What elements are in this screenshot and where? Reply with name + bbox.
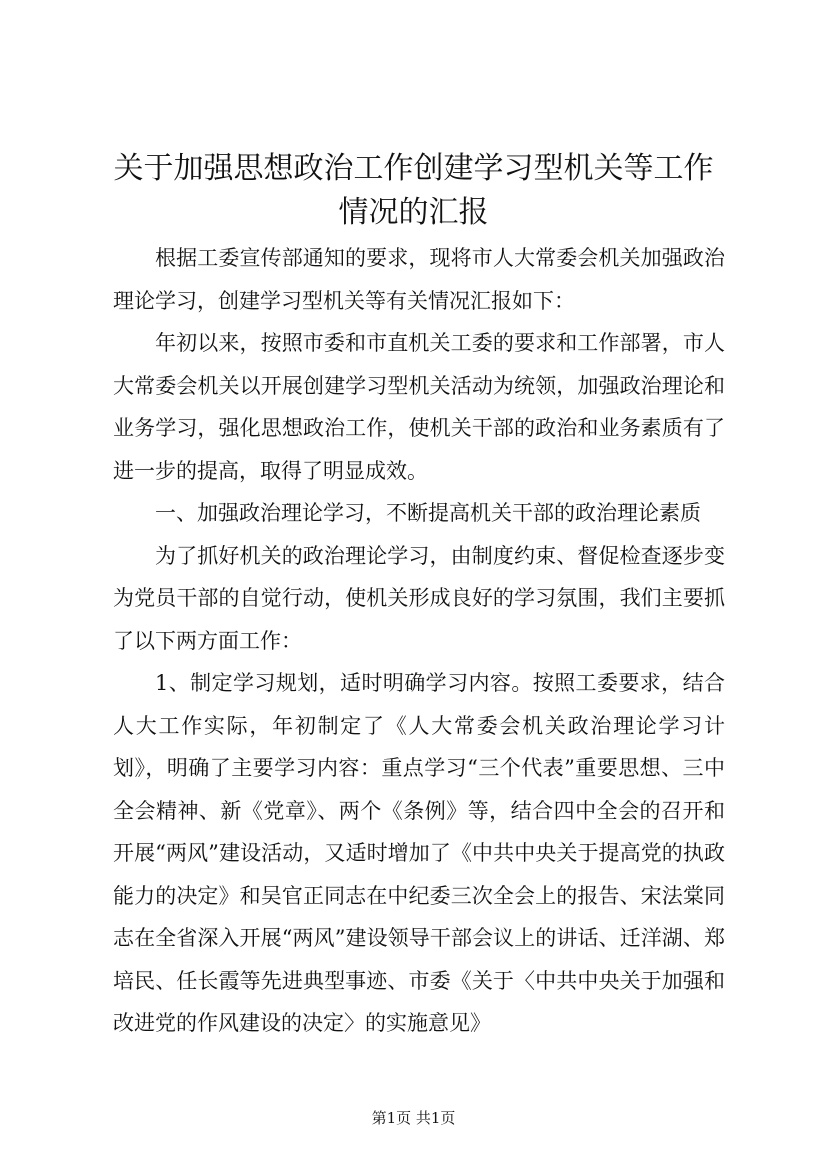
paragraph-intro: 根据工委宣传部通知的要求，现将市人大常委会机关加强政治理论学习，创建学习型机关等有关情况汇报如下： bbox=[113, 246, 725, 313]
document-title bbox=[100, 147, 727, 235]
paragraph-overview: 年初以来，按照市委和市直机关工委的要求和工作部署，市人大常委会机关以开展创建学习型机关活动为统领，加强政治理论和业务学习，强化思想政治工作，使机关干部的政治和业务素质有了进一步的提高，取得了明显成效。 bbox=[113, 331, 725, 483]
title-line-2: 情况的汇报 bbox=[338, 195, 489, 230]
title-line-1: 关于加强思想政治工作创建学习型机关等工作 bbox=[113, 151, 714, 186]
document-body bbox=[113, 237, 725, 1045]
paragraph-section-1: 为了抓好机关的政治理论学习，由制度约束、督促检查逐步变为党员干部的自觉行动，使机关形成良好的学习氛围，我们主要抓了以下两方面工作： bbox=[113, 543, 725, 653]
page-footer: 第1页 共1页 bbox=[371, 1109, 456, 1127]
paragraph-item-1: 1、制定学习规划，适时明确学习内容。按照工委要求，结合人大工作实际，年初制定了《人大常委会机关政治理论学习计划》，明确了主要学习内容：重点学习“三个代表”重要思想、三中全会精神、新《党章》、两个《条例》等，结合四中全会的召开和开展“两风”建设活动，又适时增加了《中共中央关于提高党的执政能力的决定》和吴官正同志在中纪委三次全会上的报告、宋法棠同志在全省深入开展“两风”建设领导干部会议上的讲话、迁洋湖、郑培民、任长霞等先进典型事迹、市委《关于〈中共中央关于加强和改进党的作风建设的决定〉的实施意见》 bbox=[113, 671, 725, 1035]
section-heading-1: 一、加强政治理论学习，不断提高机关干部的政治理论素质 bbox=[155, 501, 701, 525]
